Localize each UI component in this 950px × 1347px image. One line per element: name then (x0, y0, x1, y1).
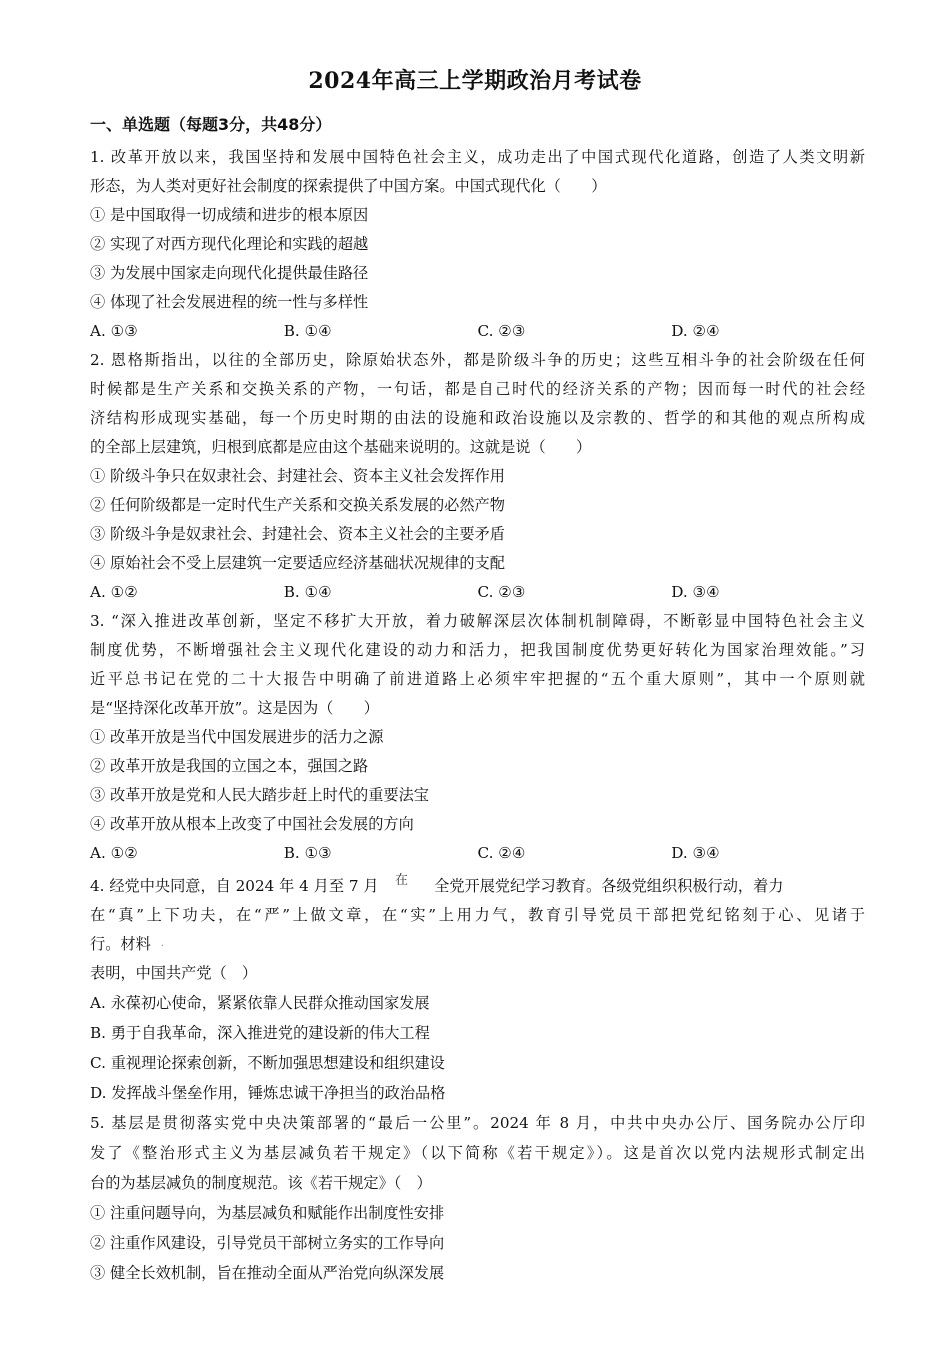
answer-options (90, 317, 865, 346)
stem-text-part2: 全党开展党纪学习教育。各级党组织积极行动，着力 (434, 877, 784, 895)
option-d: D. ③④ (671, 844, 720, 862)
option-b: B. ①④ (283, 583, 332, 601)
stray-character: 在 (395, 873, 409, 888)
option-b: B. ①③ (283, 844, 332, 862)
question-list (90, 143, 865, 1288)
option-d: D. ③④ (671, 583, 720, 601)
statement-item: ② 改革开放是我国的立国之本，强国之路 (90, 757, 369, 775)
question-stem-line: 形态，为人类对更好社会制度的探索提供了中国方案。中国式现代化（ ） (90, 177, 607, 195)
option-c: C. ②③ (477, 322, 526, 340)
statement-item: ④ 改革开放从根本上改变了中国社会发展的方向 (90, 815, 414, 833)
question-stem-line: 5. 基层是贯彻落实党中央决策部署的“最后一公里”。2024 年 8 月，中共中央办公厅、国务院办公厅印 (90, 1114, 865, 1132)
statement-item: ② 任何阶级都是一定时代生产关系和交换关系发展的必然产物 (90, 496, 505, 514)
option-c: C. ②④ (477, 844, 526, 862)
scan-artifact: · (160, 941, 164, 952)
statement-item: ① 阶级斗争只在奴隶社会、封建社会、资本主义社会发挥作用 (90, 467, 505, 485)
option-d: D. ②④ (671, 322, 720, 340)
statement-item: ① 改革开放是当代中国发展进步的活力之源 (90, 728, 384, 746)
stem-text-part1: 4. 经党中央同意，自 2024 年 4 月至 7 月 (90, 877, 379, 895)
answer-options (90, 578, 865, 607)
statement-item: ① 是中国取得一切成绩和进步的根本原因 (90, 206, 369, 224)
statement-item: ④ 原始社会不受上层建筑一定要适应经济基础状况规律的支配 (90, 554, 505, 572)
question-1 (90, 143, 865, 346)
question-stem-line: 是“坚持深化改革开放”。这是因为（ ） (90, 699, 379, 717)
question-stem-line: 时候都是生产关系和交换关系的产物，一句话，都是自己时代的经济关系的产物；因而每一时代的社会经 (90, 380, 865, 398)
question-stem-line: 2. 恩格斯指出，以往的全部历史，除原始状态外，都是阶级斗争的历史；这些互相斗争的社会阶级在任何 (90, 351, 865, 369)
question-3 (90, 607, 865, 868)
question-stem-line: 台的为基层减负的制度规范。该《若干规定》（ ） (90, 1174, 432, 1192)
statement-item: ③ 改革开放是党和人民大踏步赶上时代的重要法宝 (90, 786, 429, 804)
option-a: A. ①② (90, 583, 138, 601)
statement-item: ③ 为发展中国家走向现代化提供最佳路径 (90, 264, 369, 282)
page-title: 2024年高三上学期政治月考试卷 (308, 68, 642, 94)
section-heading: 一、单选题（每题3分，共48分） (90, 115, 332, 134)
question-stem-line: 在“真”上下功夫，在“严”上做文章，在“实”上用力气，教育引导党员干部把党纪铭刻于心、见诸于 (90, 906, 865, 924)
statement-item: ① 注重问题导向，为基层减负和赋能作出制度性安排 (90, 1204, 445, 1222)
option-a: A. ①③ (90, 322, 138, 340)
question-stem-line: 近平总书记在党的二十大报告中明确了前进道路上必须牢牢把握的“五个重大原则”，其中一个原则就 (90, 670, 865, 688)
option-a: A. 永葆初心使命，紧紧依靠人民群众推动国家发展 (90, 994, 430, 1012)
statement-item: ③ 健全长效机制，旨在推动全面从严治党向纵深发展 (90, 1264, 445, 1282)
option-c: C. ②③ (477, 583, 526, 601)
question-stem-line: 的全部上层建筑，归根到底都是应由这个基础来说明的。这就是说（ ） (90, 438, 592, 456)
option-d: D. 发挥战斗堡垒作用，锤炼忠诚干净担当的政治品格 (90, 1084, 446, 1102)
question-2 (90, 346, 865, 607)
option-b: B. 勇于自我革命，深入推进党的建设新的伟大工程 (90, 1024, 430, 1042)
question-stem-line: 制度优势，不断增强社会主义现代化建设的动力和活力，把我国制度优势更好转化为国家治理效能。”习 (90, 641, 865, 659)
question-stem-line (90, 930, 865, 959)
question-stem-line: 发了《整治形式主义为基层减负若干规定》（以下简称《若干规定》）。这是首次以党内法规形式制定出 (90, 1144, 865, 1162)
statement-item: ② 注重作风建设，引导党员干部树立务实的工作导向 (90, 1234, 445, 1252)
option-a: A. ①② (90, 844, 138, 862)
question-stem-line: 济结构形成现实基础，每一个历史时期的由法的设施和政治设施以及宗教的、哲学的和其他的观点所构成 (90, 409, 865, 427)
answer-options (90, 839, 865, 868)
question-stem-line (90, 872, 865, 901)
stem-text: 行。材料 (90, 935, 151, 953)
statement-item: ② 实现了对西方现代化理论和实践的超越 (90, 235, 369, 253)
statement-item: ④ 体现了社会发展进程的统一性与多样性 (90, 293, 369, 311)
question-stem-line: 3. “深入推进改革创新，坚定不移扩大开放，着力破解深层次体制机制障碍，不断彰显中国特色社会主义 (90, 612, 865, 630)
question-stem-line: 表明，中国共产党（ ） (90, 964, 258, 982)
question-stem-line: 1. 改革开放以来，我国坚持和发展中国特色社会主义，成功走出了中国式现代化道路，创造了人类文明新 (90, 148, 865, 166)
question-5 (90, 1108, 865, 1288)
statement-item: ③ 阶级斗争是奴隶社会、封建社会、资本主义社会的主要矛盾 (90, 525, 505, 543)
option-c: C. 重视理论探索创新，不断加强思想建设和组织建设 (90, 1054, 445, 1072)
option-b: B. ①④ (283, 322, 332, 340)
question-4 (90, 872, 865, 1108)
